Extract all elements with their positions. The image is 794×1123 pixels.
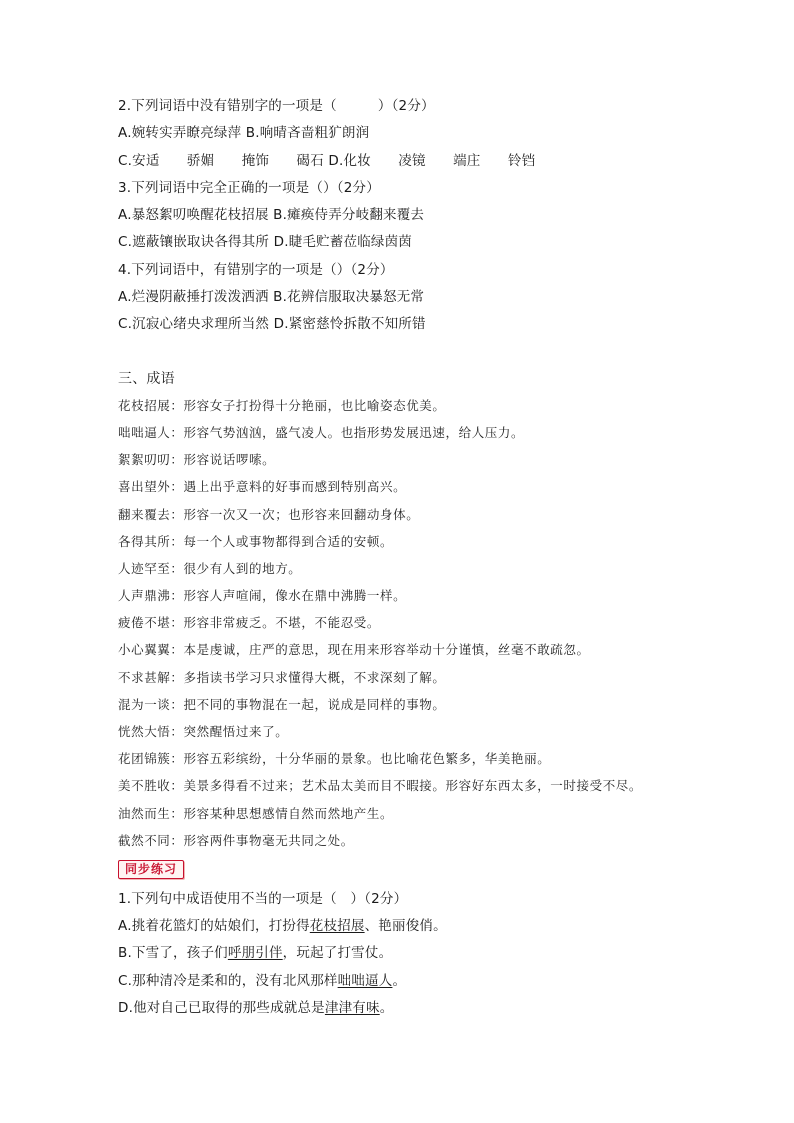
option-text: A.挑着花篮灯的姑娘们，打扮得 (118, 918, 310, 934)
option-text: 、艳丽俊俏。 (364, 918, 447, 934)
practice-stamp-label: 同步练习 (118, 860, 184, 879)
idiom-entry: 小心翼翼：本是虔诚，庄严的意思，现在用来形容举动十分谨慎，丝毫不敢疏忽。 (118, 642, 590, 657)
practice-option-b (118, 944, 392, 962)
practice-option-c (118, 972, 406, 990)
idiom-entry: 人迹罕至：很少有人到的地方。 (118, 561, 302, 576)
question-2: 2.下列词语中没有错别字的一项是（ ）（2分） (118, 98, 435, 114)
practice-option-d (118, 999, 393, 1017)
idiom-entry: 截然不同：形容两件事物毫无共同之处。 (118, 833, 354, 848)
idiom-entry: 恍然大悟：突然醒悟过来了。 (118, 724, 289, 739)
idiom-entry: 絮絮叨叨：形容说话啰嗦。 (118, 452, 276, 467)
option-text: D.他对自己已取得的那些成就总是 (118, 1000, 325, 1016)
question-3-options-cd: C.遮蔽镶嵌取诀各得其所 D.睫毛贮蓄莅临绿茵茵 (118, 234, 412, 250)
section-title: 三、成语 (118, 371, 175, 387)
idiom-entry: 人声鼎沸：形容人声喧闹，像水在鼎中沸腾一样。 (118, 588, 407, 603)
question-3: 3.下列词语中完全正确的一项是（）（2分） (118, 180, 380, 196)
idiom-entry: 翻来覆去：形容一次又一次；也形容来回翻动身体。 (118, 507, 420, 522)
idiom-entry: 油然而生：形容某种思想感情自然而然地产生。 (118, 806, 394, 821)
idiom-entry: 混为一谈：把不同的事物混在一起，说成是同样的事物。 (118, 697, 446, 712)
idiom-entry: 咄咄逼人：形容气势汹汹，盛气凌人。也指形势发展迅速，给人压力。 (118, 425, 525, 440)
question-2-options-cd: C.安适 骄媚 掩饰 碣石 D.化妆 凌镜 端庄 铃铛 (118, 153, 536, 169)
question-2-options-ab: A.婉转实弄瞭亮绿萍 B.响晴吝啬粗犷朗润 (118, 125, 370, 141)
idiom-entry: 各得其所：每一个人或事物都得到合适的安顿。 (118, 534, 394, 549)
idiom-entry: 疲倦不堪：形容非常疲乏。不堪，不能忍受。 (118, 615, 381, 630)
idiom-entry: 喜出望外：遇上出乎意料的好事而感到特别高兴。 (118, 479, 407, 494)
underlined-idiom: 咄咄逼人 (337, 973, 393, 989)
question-4-options-cd: C.沉寂心绪央求理所当然 D.紧密慈怜拆散不知所错 (118, 316, 426, 332)
idiom-entry: 美不胜收：美景多得看不过来；艺术品太美而目不暇接。形容好东西太多，一时接受不尽。 (118, 778, 643, 793)
underlined-idiom: 呼朋引伴 (227, 945, 283, 961)
question-4-options-ab: A.烂漫阴蔽捶打泼泼洒洒 B.花辨信服取决暴怒无常 (118, 289, 425, 305)
underlined-idiom: 花枝招展 (309, 918, 365, 934)
option-text: C.那种清冷是柔和的，没有北风那样 (118, 973, 338, 989)
option-text: ，玩起了打雪仗。 (282, 945, 393, 961)
option-text: B.下雪了，孩子们 (118, 945, 228, 961)
underlined-idiom: 津津有味 (324, 1000, 380, 1016)
idiom-entry: 花枝招展：形容女子打扮得十分艳丽，也比喻姿态优美。 (118, 398, 446, 413)
practice-option-a (118, 917, 447, 935)
idiom-entry: 不求甚解：多指读书学习只求懂得大概，不求深刻了解。 (118, 670, 446, 685)
question-4: 4.下列词语中，有错别字的一项是（）（2分） (118, 262, 394, 278)
option-text: 。 (392, 973, 407, 989)
question-3-options-ab: A.暴怒絮叨唤醒花枝招展 B.瘫痪侍弄分岐翻来覆去 (118, 207, 425, 223)
practice-question: 1.下列句中成语使用不当的一项是（ ）（2分） (118, 891, 408, 907)
idiom-entry: 花团锦簇：形容五彩缤纷，十分华丽的景象。也比喻花色繁多，华美艳丽。 (118, 751, 551, 766)
option-text: 。 (379, 1000, 394, 1016)
